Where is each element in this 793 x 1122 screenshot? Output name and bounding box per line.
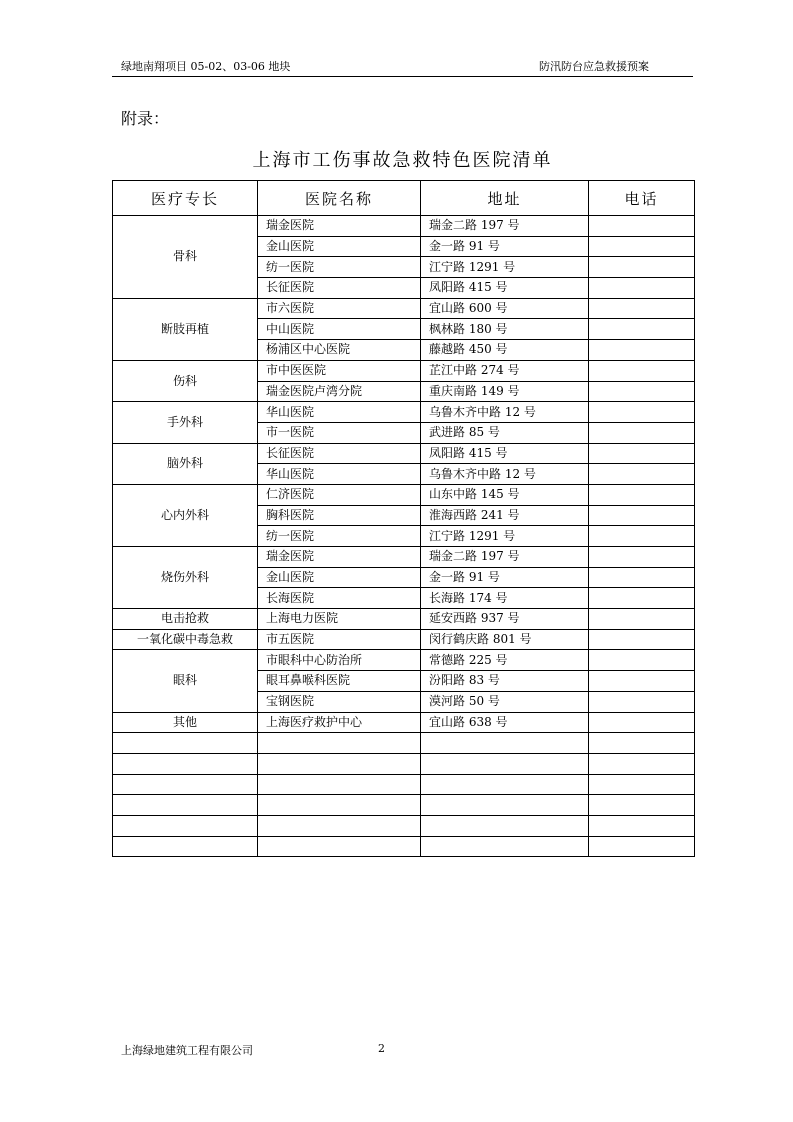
empty-table-row: [113, 815, 695, 836]
hospital-name-cell: 中山医院: [258, 319, 421, 340]
column-header-phone: 电话: [589, 181, 695, 216]
empty-cell: [589, 774, 695, 795]
hospital-name-cell: 上海医疗救护中心: [258, 712, 421, 733]
address-cell: 瑞金二路 197 号: [421, 547, 589, 568]
table-row: [113, 629, 695, 650]
table-row: [113, 650, 695, 671]
empty-cell: [421, 753, 589, 774]
empty-cell: [113, 733, 258, 754]
table-row: [113, 216, 695, 237]
address-cell: 凤阳路 415 号: [421, 278, 589, 299]
hospital-name-cell: 宝钢医院: [258, 691, 421, 712]
empty-cell: [421, 815, 589, 836]
empty-table-row: [113, 733, 695, 754]
phone-cell: [589, 216, 695, 237]
address-cell: 常德路 225 号: [421, 650, 589, 671]
hospital-name-cell: 长征医院: [258, 278, 421, 299]
specialty-cell: 伤科: [113, 360, 258, 401]
empty-cell: [589, 815, 695, 836]
empty-cell: [421, 795, 589, 816]
empty-cell: [421, 836, 589, 857]
table-row: [113, 298, 695, 319]
empty-cell: [113, 774, 258, 795]
specialty-cell: 心内外科: [113, 484, 258, 546]
address-cell: 芷江中路 274 号: [421, 360, 589, 381]
table-row: [113, 360, 695, 381]
address-cell: 汾阳路 83 号: [421, 671, 589, 692]
column-header-address: 地址: [421, 181, 589, 216]
phone-cell: [589, 422, 695, 443]
address-cell: 乌鲁木齐中路 12 号: [421, 464, 589, 485]
hospital-name-cell: 杨浦区中心医院: [258, 340, 421, 361]
empty-cell: [589, 753, 695, 774]
address-cell: 闵行鹤庆路 801 号: [421, 629, 589, 650]
hospital-name-cell: 市五医院: [258, 629, 421, 650]
phone-cell: [589, 505, 695, 526]
address-cell: 武进路 85 号: [421, 422, 589, 443]
table-row: [113, 609, 695, 630]
specialty-cell: 骨科: [113, 216, 258, 299]
phone-cell: [589, 464, 695, 485]
hospital-name-cell: 长海医院: [258, 588, 421, 609]
empty-cell: [113, 815, 258, 836]
address-cell: 漠河路 50 号: [421, 691, 589, 712]
header-plan-title: 防汛防台应急救援预案: [539, 60, 649, 73]
address-cell: 淮海西路 241 号: [421, 505, 589, 526]
empty-cell: [258, 836, 421, 857]
hospital-name-cell: 华山医院: [258, 402, 421, 423]
empty-cell: [258, 753, 421, 774]
phone-cell: [589, 236, 695, 257]
table-row: [113, 402, 695, 423]
hospital-name-cell: 市中医医院: [258, 360, 421, 381]
address-cell: 乌鲁木齐中路 12 号: [421, 402, 589, 423]
phone-cell: [589, 691, 695, 712]
address-cell: 长海路 174 号: [421, 588, 589, 609]
empty-cell: [258, 733, 421, 754]
hospital-table: [112, 180, 695, 857]
phone-cell: [589, 257, 695, 278]
address-cell: 江宁路 1291 号: [421, 526, 589, 547]
hospital-name-cell: 纺一医院: [258, 526, 421, 547]
table-row: [113, 712, 695, 733]
empty-cell: [113, 795, 258, 816]
empty-cell: [421, 733, 589, 754]
phone-cell: [589, 402, 695, 423]
phone-cell: [589, 484, 695, 505]
specialty-cell: 一氧化碳中毒急救: [113, 629, 258, 650]
hospital-name-cell: 长征医院: [258, 443, 421, 464]
empty-cell: [589, 836, 695, 857]
address-cell: 藤越路 450 号: [421, 340, 589, 361]
address-cell: 枫林路 180 号: [421, 319, 589, 340]
header-divider: [112, 76, 693, 77]
empty-cell: [421, 774, 589, 795]
column-header-hospital: 医院名称: [258, 181, 421, 216]
empty-cell: [258, 774, 421, 795]
phone-cell: [589, 588, 695, 609]
hospital-name-cell: 市六医院: [258, 298, 421, 319]
phone-cell: [589, 360, 695, 381]
specialty-cell: 眼科: [113, 650, 258, 712]
hospital-name-cell: 瑞金医院卢湾分院: [258, 381, 421, 402]
table-header-row: [113, 181, 695, 216]
address-cell: 江宁路 1291 号: [421, 257, 589, 278]
header-project: 绿地南翔项目 05-02、03-06 地块: [121, 60, 291, 73]
specialty-cell: 其他: [113, 712, 258, 733]
address-cell: 凤阳路 415 号: [421, 443, 589, 464]
address-cell: 金一路 91 号: [421, 567, 589, 588]
specialty-cell: 手外科: [113, 402, 258, 443]
empty-cell: [589, 795, 695, 816]
footer-page-number: 2: [378, 1042, 385, 1055]
phone-cell: [589, 319, 695, 340]
empty-cell: [113, 753, 258, 774]
empty-table-row: [113, 836, 695, 857]
address-cell: 宜山路 638 号: [421, 712, 589, 733]
phone-cell: [589, 381, 695, 402]
address-cell: 瑞金二路 197 号: [421, 216, 589, 237]
hospital-name-cell: 瑞金医院: [258, 547, 421, 568]
specialty-cell: 脑外科: [113, 443, 258, 484]
phone-cell: [589, 278, 695, 299]
phone-cell: [589, 526, 695, 547]
hospital-name-cell: 市一医院: [258, 422, 421, 443]
hospital-name-cell: 眼耳鼻喉科医院: [258, 671, 421, 692]
hospital-name-cell: 纺一医院: [258, 257, 421, 278]
phone-cell: [589, 298, 695, 319]
empty-cell: [258, 795, 421, 816]
address-cell: 宜山路 600 号: [421, 298, 589, 319]
empty-table-row: [113, 795, 695, 816]
empty-table-row: [113, 753, 695, 774]
address-cell: 延安西路 937 号: [421, 609, 589, 630]
column-header-specialty: 医疗专长: [113, 181, 258, 216]
table-row: [113, 547, 695, 568]
specialty-cell: 烧伤外科: [113, 547, 258, 609]
address-cell: 重庆南路 149 号: [421, 381, 589, 402]
hospital-name-cell: 金山医院: [258, 236, 421, 257]
specialty-cell: 电击抢救: [113, 609, 258, 630]
phone-cell: [589, 340, 695, 361]
phone-cell: [589, 443, 695, 464]
hospital-name-cell: 市眼科中心防治所: [258, 650, 421, 671]
hospital-name-cell: 仁济医院: [258, 484, 421, 505]
appendix-label: 附录：: [121, 109, 170, 128]
table-row: [113, 484, 695, 505]
table-body: [113, 216, 695, 857]
empty-cell: [113, 836, 258, 857]
phone-cell: [589, 671, 695, 692]
footer-company: 上海绿地建筑工程有限公司: [121, 1044, 253, 1057]
table-row: [113, 443, 695, 464]
phone-cell: [589, 712, 695, 733]
phone-cell: [589, 547, 695, 568]
phone-cell: [589, 609, 695, 630]
phone-cell: [589, 567, 695, 588]
hospital-name-cell: 金山医院: [258, 567, 421, 588]
address-cell: 山东中路 145 号: [421, 484, 589, 505]
empty-cell: [258, 815, 421, 836]
hospital-name-cell: 上海电力医院: [258, 609, 421, 630]
page-title: 上海市工伤事故急救特色医院清单: [252, 150, 553, 171]
specialty-cell: 断肢再植: [113, 298, 258, 360]
hospital-name-cell: 胸科医院: [258, 505, 421, 526]
phone-cell: [589, 629, 695, 650]
hospital-name-cell: 华山医院: [258, 464, 421, 485]
phone-cell: [589, 650, 695, 671]
address-cell: 金一路 91 号: [421, 236, 589, 257]
hospital-name-cell: 瑞金医院: [258, 216, 421, 237]
empty-table-row: [113, 774, 695, 795]
empty-cell: [589, 733, 695, 754]
